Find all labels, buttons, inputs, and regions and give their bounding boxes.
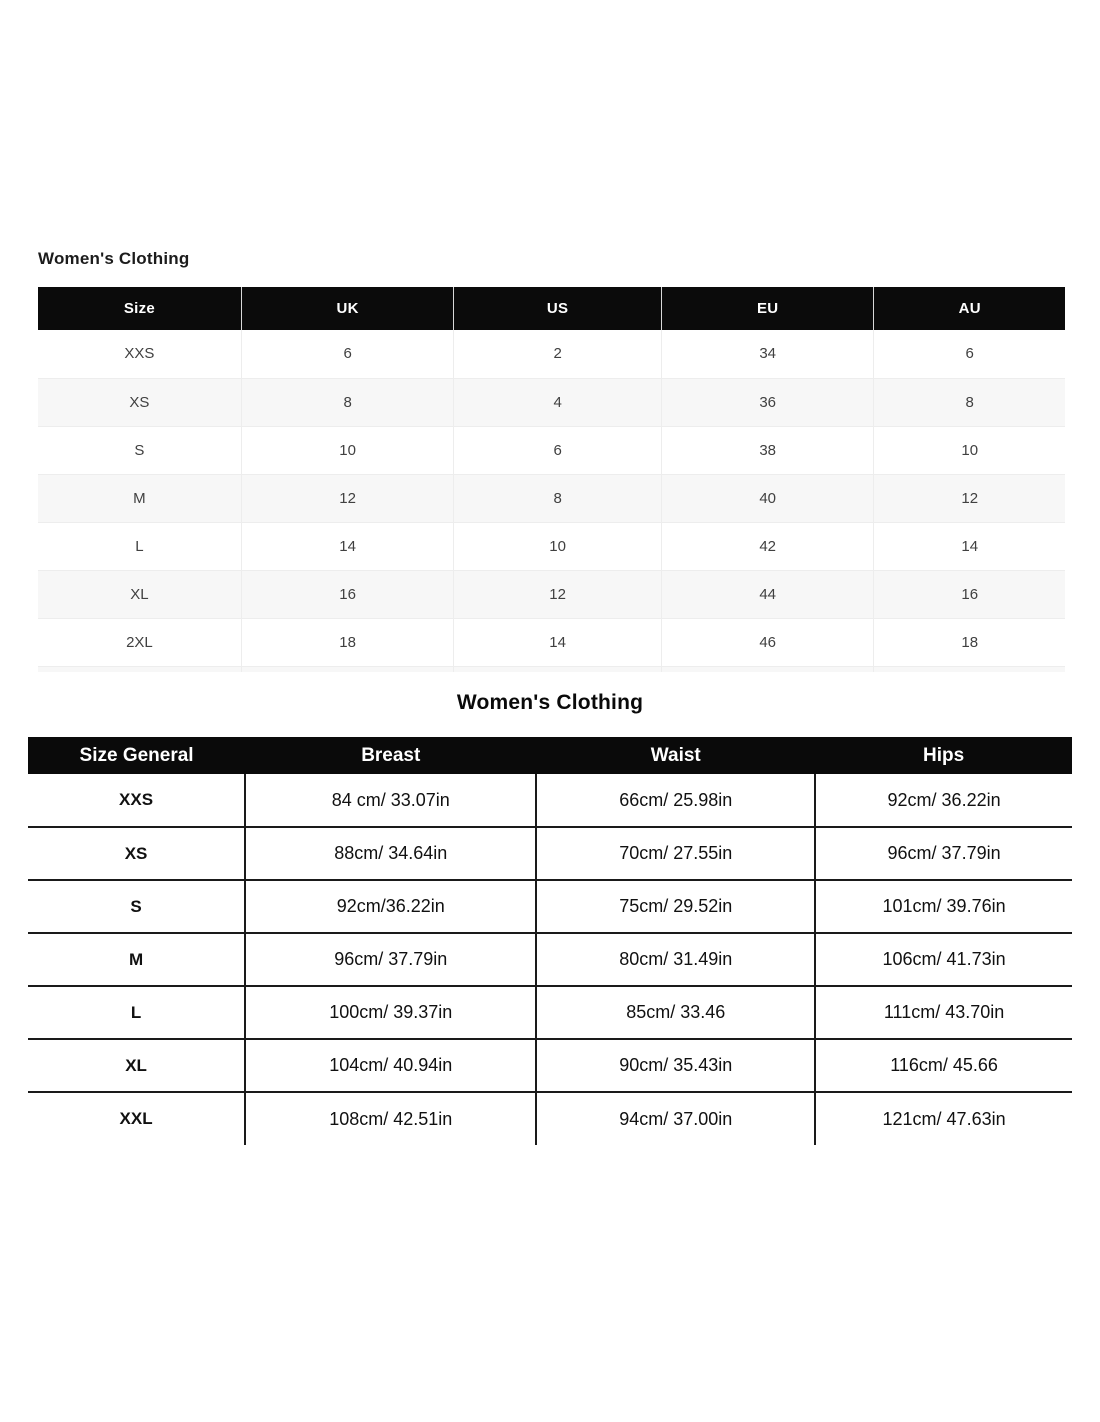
column-header: UK xyxy=(241,287,454,330)
column-header: EU xyxy=(661,287,874,330)
cropped-cell xyxy=(874,666,1065,672)
table-row xyxy=(38,522,1065,570)
value-cell: 10 xyxy=(454,522,661,570)
size-label-cell: XL xyxy=(28,1039,245,1092)
value-cell: 10 xyxy=(874,426,1065,474)
cropped-cell xyxy=(38,666,241,672)
size-label-cell: XXS xyxy=(28,774,245,827)
value-cell: 36 xyxy=(661,378,874,426)
value-cell: 121cm/ 47.63in xyxy=(815,1092,1072,1145)
value-cell: 111cm/ 43.70in xyxy=(815,986,1072,1039)
cropped-cell xyxy=(661,666,874,672)
value-cell: 92cm/ 36.22in xyxy=(815,774,1072,827)
value-cell: 6 xyxy=(241,330,454,378)
value-cell: 6 xyxy=(874,330,1065,378)
table-row xyxy=(28,1092,1072,1145)
size-label-cell: L xyxy=(38,522,241,570)
measurements-table-body xyxy=(28,774,1072,1145)
value-cell: 88cm/ 34.64in xyxy=(245,827,536,880)
value-cell: 18 xyxy=(874,618,1065,666)
cropped-cell xyxy=(454,666,661,672)
value-cell: 34 xyxy=(661,330,874,378)
table-row xyxy=(38,426,1065,474)
measurements-table-title: Women's Clothing xyxy=(456,691,644,714)
value-cell: 12 xyxy=(874,474,1065,522)
table-row xyxy=(28,880,1072,933)
value-cell: 10 xyxy=(241,426,454,474)
column-header: US xyxy=(454,287,661,330)
table-row xyxy=(38,474,1065,522)
column-header: Size xyxy=(38,287,241,330)
value-cell: 106cm/ 41.73in xyxy=(815,933,1072,986)
size-label-cell: XS xyxy=(38,378,241,426)
value-cell: 12 xyxy=(241,474,454,522)
table-row xyxy=(38,570,1065,618)
value-cell: 80cm/ 31.49in xyxy=(536,933,815,986)
value-cell: 85cm/ 33.46 xyxy=(536,986,815,1039)
size-label-cell: L xyxy=(28,986,245,1039)
value-cell: 96cm/ 37.79in xyxy=(815,827,1072,880)
header-row xyxy=(28,737,1072,774)
value-cell: 8 xyxy=(874,378,1065,426)
value-cell: 70cm/ 27.55in xyxy=(536,827,815,880)
cropped-partial-row xyxy=(38,666,1065,672)
value-cell: 108cm/ 42.51in xyxy=(245,1092,536,1145)
column-header: Breast xyxy=(245,737,536,774)
value-cell: 92cm/36.22in xyxy=(245,880,536,933)
value-cell: 44 xyxy=(661,570,874,618)
value-cell: 16 xyxy=(241,570,454,618)
value-cell: 4 xyxy=(454,378,661,426)
measurements-table-header xyxy=(28,737,1072,774)
value-cell: 18 xyxy=(241,618,454,666)
cropped-cell xyxy=(241,666,454,672)
value-cell: 14 xyxy=(874,522,1065,570)
size-label-cell: XS xyxy=(28,827,245,880)
table-row xyxy=(38,378,1065,426)
size-label-cell: 2XL xyxy=(38,618,241,666)
value-cell: 8 xyxy=(241,378,454,426)
value-cell: 38 xyxy=(661,426,874,474)
size-label-cell: M xyxy=(38,474,241,522)
table-row xyxy=(28,986,1072,1039)
value-cell: 14 xyxy=(454,618,661,666)
value-cell: 84 cm/ 33.07in xyxy=(245,774,536,827)
table-row xyxy=(28,933,1072,986)
value-cell: 104cm/ 40.94in xyxy=(245,1039,536,1092)
value-cell: 94cm/ 37.00in xyxy=(536,1092,815,1145)
size-label-cell: XXL xyxy=(28,1092,245,1145)
table-row xyxy=(28,1039,1072,1092)
value-cell: 75cm/ 29.52in xyxy=(536,880,815,933)
column-header: AU xyxy=(874,287,1065,330)
size-measurements-table xyxy=(28,737,1072,1145)
size-label-cell: XL xyxy=(38,570,241,618)
value-cell: 16 xyxy=(874,570,1065,618)
value-cell: 12 xyxy=(454,570,661,618)
value-cell: 46 xyxy=(661,618,874,666)
column-header: Size General xyxy=(28,737,245,774)
value-cell: 116cm/ 45.66 xyxy=(815,1039,1072,1092)
value-cell: 96cm/ 37.79in xyxy=(245,933,536,986)
table-row xyxy=(38,330,1065,378)
value-cell: 40 xyxy=(661,474,874,522)
value-cell: 66cm/ 25.98in xyxy=(536,774,815,827)
value-cell: 6 xyxy=(454,426,661,474)
column-header: Hips xyxy=(815,737,1072,774)
value-cell: 8 xyxy=(454,474,661,522)
size-label-cell: S xyxy=(28,880,245,933)
column-header: Waist xyxy=(536,737,815,774)
header-row xyxy=(38,287,1065,330)
conversion-table-header xyxy=(38,287,1065,330)
table-row xyxy=(28,774,1072,827)
value-cell: 90cm/ 35.43in xyxy=(536,1039,815,1092)
value-cell: 2 xyxy=(454,330,661,378)
size-label-cell: S xyxy=(38,426,241,474)
value-cell: 14 xyxy=(241,522,454,570)
size-label-cell: XXS xyxy=(38,330,241,378)
conversion-table-title: Women's Clothing xyxy=(38,249,190,268)
conversion-table-body xyxy=(38,330,1065,672)
table-row xyxy=(28,827,1072,880)
size-label-cell: M xyxy=(28,933,245,986)
size-conversion-table xyxy=(38,287,1065,672)
table-row xyxy=(38,618,1065,666)
value-cell: 101cm/ 39.76in xyxy=(815,880,1072,933)
value-cell: 42 xyxy=(661,522,874,570)
value-cell: 100cm/ 39.37in xyxy=(245,986,536,1039)
